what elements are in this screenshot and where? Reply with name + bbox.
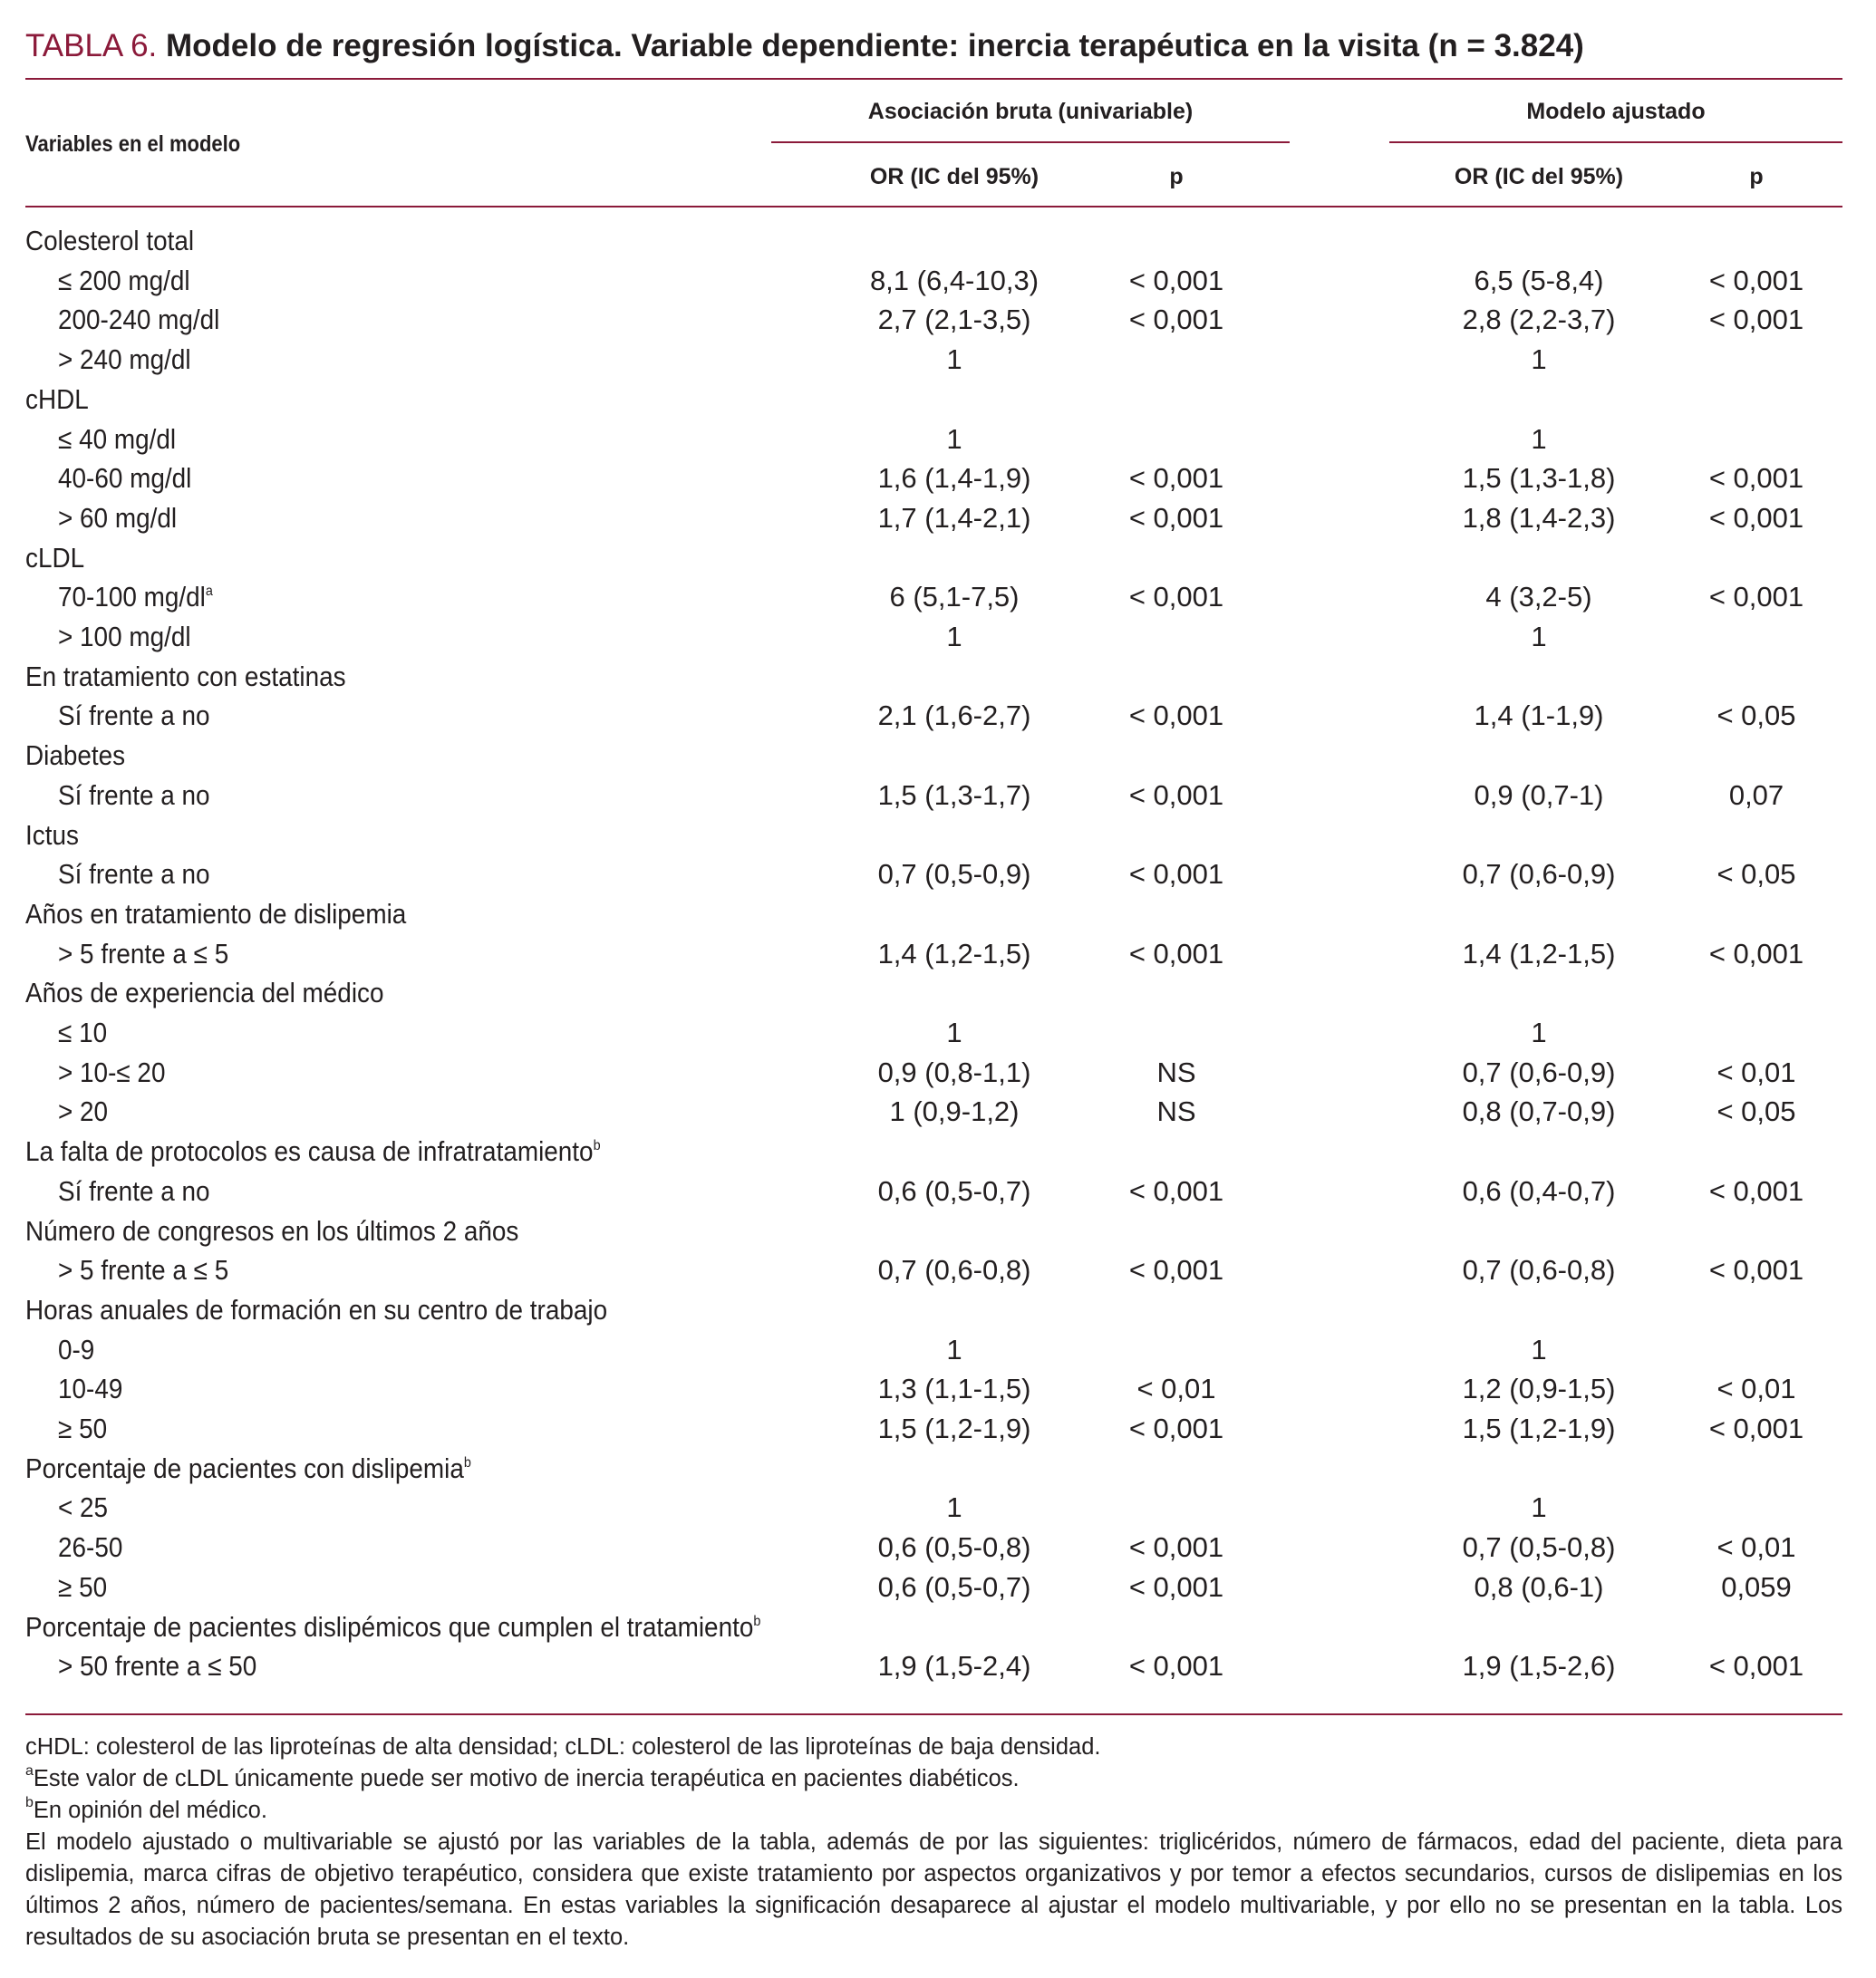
crude-p-cell: < 0,001 xyxy=(1128,1254,1224,1287)
crude-p-cell: < 0,001 xyxy=(1128,1570,1224,1603)
variable-cell: Número de congresos en los últimos 2 años xyxy=(25,1214,519,1247)
table-row xyxy=(25,934,1842,974)
crude-or-cell: 2,1 (1,6-2,7) xyxy=(877,700,1031,732)
adjusted-or-cell: 4 (3,2-5) xyxy=(1485,581,1592,613)
crude-p-cell: < 0,001 xyxy=(1128,304,1224,336)
adjusted-p-cell: < 0,05 xyxy=(1716,858,1796,891)
adjusted-p-cell: < 0,05 xyxy=(1716,700,1796,732)
crude-or-cell: 8,1 (6,4-10,3) xyxy=(869,264,1040,296)
crude-p-cell: < 0,001 xyxy=(1128,778,1224,811)
variable-cell: Años en tratamiento de dislipemia xyxy=(25,897,407,930)
table-row xyxy=(25,1092,1842,1132)
crude-p-cell: < 0,001 xyxy=(1128,1413,1224,1444)
variable-cell: ≤ 200 mg/dl xyxy=(58,264,190,296)
crude-p-cell: < 0,001 xyxy=(1128,700,1224,732)
footnote-a: $^a$Este valor de cLDL únicamente puede ser motivo de inercia terapéutica en pacientes diabéticos. xyxy=(25,1763,1020,1791)
crude-p-cell: < 0,001 xyxy=(1128,1174,1224,1207)
adjusted-or-cell: 1 xyxy=(1531,1333,1547,1365)
variables-header: Variables en el modelo xyxy=(25,131,241,157)
footnote-mark: a xyxy=(205,584,213,600)
variable-cell: < 25 xyxy=(58,1491,109,1524)
adjusted-p-cell: < 0,001 xyxy=(1708,501,1804,534)
variable-cell: Horas anuales de formación en su centro de trabajo xyxy=(25,1293,608,1326)
footnote-mark: b xyxy=(463,1454,471,1471)
adjusted-or-cell: 2,8 (2,2-3,7) xyxy=(1462,304,1616,336)
crude-or-cell: 1 xyxy=(946,343,962,376)
crude-or-cell: 0,6 (0,5-0,7) xyxy=(877,1174,1031,1207)
crude-group-header: Asociación bruta (univariable) xyxy=(867,99,1194,124)
adjusted-p-cell: < 0,001 xyxy=(1708,264,1804,296)
variable-cell: > 100 mg/dl xyxy=(58,621,191,652)
table-row xyxy=(25,617,1842,657)
variable-cell: La falta de protocolos es causa de infratratamiento$^b$ xyxy=(25,1135,601,1168)
table-section-row xyxy=(25,221,1842,261)
variable-cell: Porcentaje de pacientes con dislipemia$^b$ xyxy=(25,1452,471,1484)
crude-or-cell: 0,9 (0,8-1,1) xyxy=(877,1056,1031,1088)
adjusted-or-cell: 0,7 (0,6-0,9) xyxy=(1462,1056,1616,1088)
table-row xyxy=(25,1369,1842,1409)
variable-cell: Ictus xyxy=(25,818,79,851)
variable-cell: Sí frente a no xyxy=(58,858,210,891)
adjusted-or-cell: 0,7 (0,6-0,9) xyxy=(1462,858,1616,891)
adjusted-group-rule xyxy=(1389,141,1842,143)
table-row xyxy=(25,776,1842,815)
adjusted-or-cell: 1,9 (1,5-2,6) xyxy=(1462,1650,1616,1683)
table-row xyxy=(25,1013,1842,1053)
adjusted-or-cell: 1 xyxy=(1531,621,1547,652)
adjusted-or-cell: 1 xyxy=(1531,1491,1547,1524)
footnote-mark: b xyxy=(593,1138,601,1154)
table-row xyxy=(25,340,1842,380)
table-section-row xyxy=(25,1211,1842,1251)
crude-p-cell: < 0,001 xyxy=(1128,462,1224,495)
crude-or-cell: 1,5 (1,3-1,7) xyxy=(877,778,1031,811)
table-section-row xyxy=(25,894,1842,934)
table-row xyxy=(25,1053,1842,1093)
crude-or-cell: 2,7 (2,1-3,5) xyxy=(877,304,1031,336)
variable-cell: Sí frente a no xyxy=(58,700,210,732)
variable-cell: > 5 frente a ≤ 5 xyxy=(58,937,229,970)
crude-or-cell: 1 xyxy=(946,422,962,455)
crude-or-cell: 0,7 (0,5-0,9) xyxy=(877,858,1031,891)
crude-or-cell: 1 xyxy=(946,1333,962,1365)
variable-cell: > 50 frente a ≤ 50 xyxy=(58,1650,257,1683)
variable-cell: ≥ 50 xyxy=(58,1413,108,1444)
model-note: El modelo ajustado o multivariable se ajustó por las variables de la tabla, además de por las siguientes: triglicéridos, número de fármacos, edad del paciente, dieta para dislipemia, marca cifras de objetivo terapéutico, considera que existe tratamiento por aspectos organizativos y por temor a efectos secundarios, cursos de dislipemias en los últimos 2 años, número de pacientes/semana. En estas variables la significación desaparece al ajustar el modelo multivariable, y por ello no se presentan en la tabla. Los resultados de su asociación bruta se presentan en el texto. xyxy=(25,1829,1842,1950)
adjusted-p-cell: < 0,001 xyxy=(1708,937,1804,970)
adjusted-or-cell: 6,5 (5-8,4) xyxy=(1474,264,1604,296)
adjusted-or-cell: 0,8 (0,6-1) xyxy=(1474,1570,1604,1603)
adjusted-or-cell: 1,4 (1,2-1,5) xyxy=(1462,937,1616,970)
crude-group-rule xyxy=(771,141,1290,143)
adjusted-p-cell: < 0,001 xyxy=(1708,462,1804,495)
abbreviations-note: cHDL: colesterol de las liproteínas de alta densidad; cLDL: colesterol de las liproteínas de baja densidad. xyxy=(25,1734,1101,1760)
variable-cell: Sí frente a no xyxy=(58,1174,210,1207)
table-row xyxy=(25,300,1842,340)
top-rule xyxy=(25,78,1842,80)
adjusted-p-cell: 0,07 xyxy=(1728,778,1784,811)
table-row xyxy=(25,1646,1842,1686)
variable-cell: ≤ 40 mg/dl xyxy=(58,422,177,455)
footnote-a-mark: a xyxy=(25,1763,34,1779)
crude-or-header: OR (IC del 95%) xyxy=(869,164,1040,189)
crude-p-cell: < 0,001 xyxy=(1128,858,1224,891)
crude-p-header: p xyxy=(1169,164,1184,189)
table-caption: Modelo de regresión logística. Variable dependiente: inercia terapéutica en la visita (n = 3.824) xyxy=(166,28,1584,63)
crude-or-cell: 1,6 (1,4-1,9) xyxy=(877,462,1031,495)
variable-cell: Diabetes xyxy=(25,739,126,772)
table-section-row xyxy=(25,1607,1842,1647)
table-number: TABLA 6. xyxy=(25,28,158,63)
crude-p-cell: < 0,01 xyxy=(1136,1373,1216,1405)
adjusted-p-cell: < 0,001 xyxy=(1708,304,1804,336)
crude-or-cell: 1 xyxy=(946,1491,962,1524)
variable-cell: cLDL xyxy=(25,541,85,574)
adjusted-or-cell: 0,7 (0,5-0,8) xyxy=(1462,1531,1616,1564)
adjusted-p-cell: 0,059 xyxy=(1721,1570,1792,1603)
adjusted-p-header: p xyxy=(1749,164,1764,189)
adjusted-p-cell: < 0,001 xyxy=(1708,1174,1804,1207)
adjusted-p-cell: < 0,001 xyxy=(1708,1254,1804,1287)
crude-or-cell: 1,7 (1,4-2,1) xyxy=(877,501,1031,534)
adjusted-or-cell: 1 xyxy=(1531,343,1547,376)
adjusted-p-cell: < 0,001 xyxy=(1708,1650,1804,1683)
table-section-row xyxy=(25,657,1842,697)
table-row xyxy=(25,1528,1842,1568)
table-row xyxy=(25,1568,1842,1607)
crude-or-cell: 1,5 (1,2-1,9) xyxy=(877,1413,1031,1444)
table-row xyxy=(25,577,1842,617)
footnote-b: $^b$En opinión del médico. xyxy=(25,1795,267,1823)
adjusted-p-cell: < 0,001 xyxy=(1708,1413,1804,1444)
adjusted-or-header: OR (IC del 95%) xyxy=(1454,164,1624,189)
table-title xyxy=(25,16,1842,76)
variable-cell: 0-9 xyxy=(58,1333,95,1365)
adjusted-or-cell: 0,8 (0,7-0,9) xyxy=(1462,1095,1616,1128)
variable-cell: > 20 xyxy=(58,1095,109,1128)
crude-or-cell: 0,7 (0,6-0,8) xyxy=(877,1254,1031,1287)
header-rule xyxy=(25,206,1842,207)
crude-p-cell: NS xyxy=(1156,1056,1196,1088)
crude-or-cell: 1 (0,9-1,2) xyxy=(889,1095,1020,1128)
adjusted-or-cell: 0,7 (0,6-0,8) xyxy=(1462,1254,1616,1287)
table-row xyxy=(25,1172,1842,1211)
table-footnotes xyxy=(25,1732,1842,1954)
adjusted-or-cell: 0,9 (0,7-1) xyxy=(1474,778,1604,811)
table-section-row xyxy=(25,1290,1842,1330)
crude-or-cell: 1,4 (1,2-1,5) xyxy=(877,937,1031,970)
table-section-row xyxy=(25,380,1842,420)
variable-cell: > 240 mg/dl xyxy=(58,343,191,376)
variable-cell: 40-60 mg/dl xyxy=(58,462,192,495)
table-row xyxy=(25,1250,1842,1290)
variable-cell: 70-100 $mg/dl^a$ xyxy=(58,581,213,613)
variable-cell: > 60 mg/dl xyxy=(58,501,178,534)
variable-cell: Sí frente a no xyxy=(58,778,210,811)
adjusted-p-cell: < 0,01 xyxy=(1716,1373,1796,1405)
adjusted-or-cell: 1,5 (1,3-1,8) xyxy=(1462,462,1616,495)
table-section-row xyxy=(25,1132,1842,1172)
adjusted-or-cell: 1,8 (1,4-2,3) xyxy=(1462,501,1616,534)
table-row xyxy=(25,261,1842,301)
variable-cell: En tratamiento con estatinas xyxy=(25,660,346,692)
crude-p-cell: < 0,001 xyxy=(1128,264,1224,296)
table-row xyxy=(25,1409,1842,1449)
variable-cell: > 10-≤ 20 xyxy=(58,1056,166,1088)
variable-cell: 10-49 xyxy=(58,1373,123,1405)
table-row xyxy=(25,458,1842,498)
crude-or-cell: 1 xyxy=(946,1017,962,1048)
table-container xyxy=(25,16,1842,1950)
crude-or-cell: 0,6 (0,5-0,7) xyxy=(877,1570,1031,1603)
crude-p-cell: < 0,001 xyxy=(1128,501,1224,534)
variable-cell: cHDL xyxy=(25,382,89,415)
footnote-b-mark: b xyxy=(25,1795,34,1810)
table-section-row xyxy=(25,736,1842,776)
crude-p-cell: < 0,001 xyxy=(1128,1531,1224,1564)
crude-or-cell: 6 (5,1-7,5) xyxy=(889,581,1020,613)
crude-or-cell: 1,9 (1,5-2,4) xyxy=(877,1650,1031,1683)
adjusted-p-cell: < 0,01 xyxy=(1716,1056,1796,1088)
adjusted-or-cell: 1,4 (1-1,9) xyxy=(1474,700,1604,732)
table-row xyxy=(25,498,1842,538)
table-section-row xyxy=(25,973,1842,1013)
crude-p-cell: NS xyxy=(1156,1095,1196,1128)
crude-or-cell: 1 xyxy=(946,621,962,652)
variable-cell: ≥ 50 xyxy=(58,1570,108,1603)
crude-or-cell: 1,3 (1,1-1,5) xyxy=(877,1373,1031,1405)
adjusted-p-cell: < 0,01 xyxy=(1716,1531,1796,1564)
variable-cell: Años de experiencia del médico xyxy=(25,977,384,1009)
table-section-row xyxy=(25,815,1842,855)
adjusted-or-cell: 0,6 (0,4-0,7) xyxy=(1462,1174,1616,1207)
adjusted-p-cell: < 0,001 xyxy=(1708,581,1804,613)
bottom-rule xyxy=(25,1713,1842,1715)
adjusted-or-cell: 1 xyxy=(1531,422,1547,455)
table-row xyxy=(25,1488,1842,1528)
crude-p-cell: < 0,001 xyxy=(1128,1650,1224,1683)
adjusted-or-cell: 1 xyxy=(1531,1017,1547,1048)
crude-p-cell: < 0,001 xyxy=(1128,581,1224,613)
variable-cell: Colesterol total xyxy=(25,225,195,256)
table-row xyxy=(25,1330,1842,1370)
crude-p-cell: < 0,001 xyxy=(1128,937,1224,970)
variable-cell: 26-50 xyxy=(58,1531,123,1564)
crude-or-cell: 0,6 (0,5-0,8) xyxy=(877,1531,1031,1564)
table-section-row xyxy=(25,538,1842,578)
variable-cell: ≤ 10 xyxy=(58,1017,108,1048)
variable-cell: 200-240 mg/dl xyxy=(58,304,220,336)
adjusted-p-cell: < 0,05 xyxy=(1716,1095,1796,1128)
table-row xyxy=(25,854,1842,894)
footnote-mark: b xyxy=(753,1613,761,1629)
table-section-row xyxy=(25,1449,1842,1489)
adjusted-group-header: Modelo ajustado xyxy=(1526,99,1706,124)
variable-cell: > 5 frente a ≤ 5 xyxy=(58,1254,229,1287)
adjusted-or-cell: 1,2 (0,9-1,5) xyxy=(1462,1373,1616,1405)
table-row xyxy=(25,696,1842,736)
table-row xyxy=(25,420,1842,459)
adjusted-or-cell: 1,5 (1,2-1,9) xyxy=(1462,1413,1616,1444)
variable-cell: Porcentaje de pacientes dislipémicos que cumplen el tratamiento$^b$ xyxy=(25,1610,761,1643)
